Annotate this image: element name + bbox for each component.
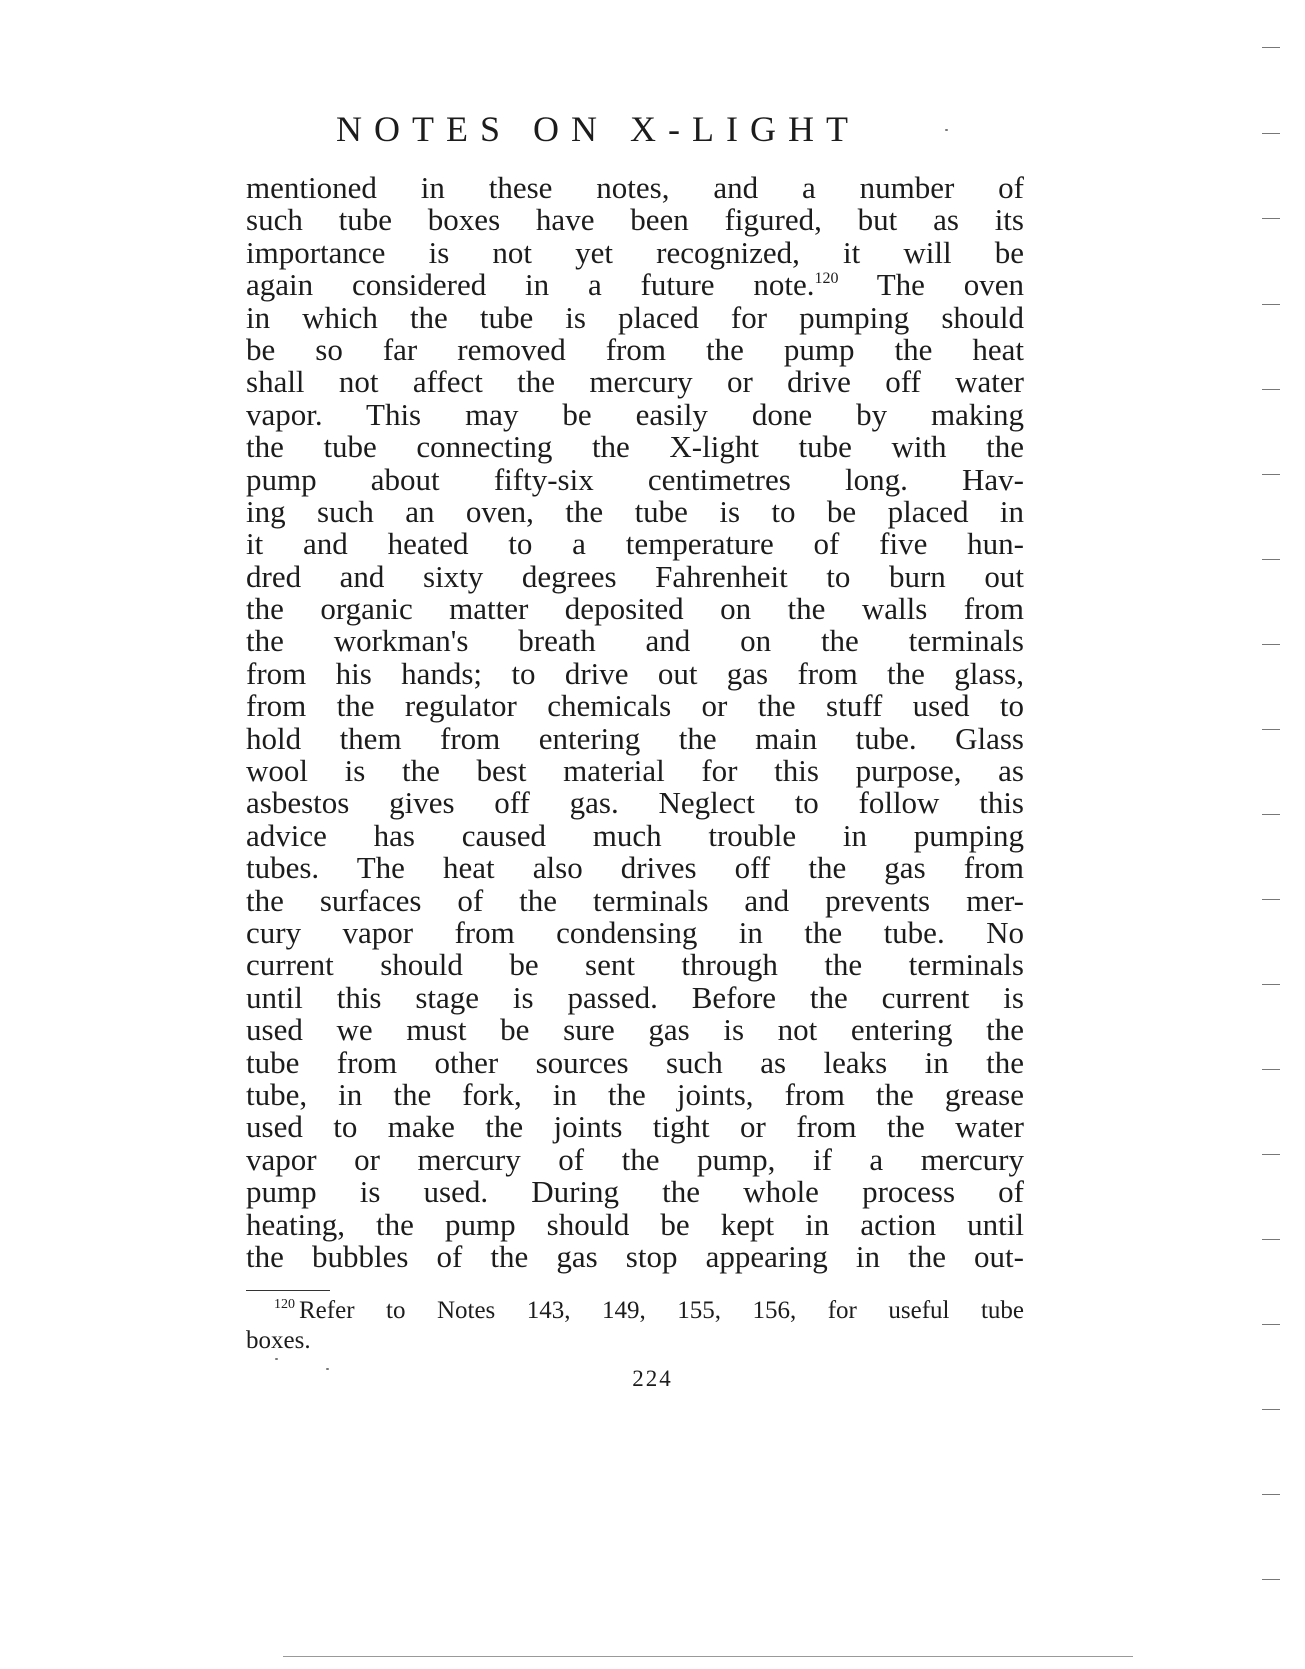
body-line: vapor. This may be easily done by making	[246, 396, 1024, 432]
scan-speck	[275, 1358, 278, 1360]
body-line: the tube connecting the X-light tube with the	[246, 429, 1024, 465]
body-line: the surfaces of the terminals and prevents mer-	[246, 882, 1024, 918]
scan-tick	[1262, 1409, 1280, 1410]
body-line: until this stage is passed. Before the current is	[246, 979, 1024, 1015]
body-line: be so far removed from the pump the heat	[246, 331, 1024, 367]
body-line: mentioned in these notes, and a number of	[246, 170, 1024, 205]
scan-tick	[1262, 1494, 1280, 1495]
scan-tick	[1262, 218, 1280, 219]
body-line: in which the tube is placed for pumping should	[246, 299, 1024, 335]
body-line: used to make the joints tight or from the water	[246, 1109, 1024, 1145]
body-line-tail: The oven	[876, 267, 1024, 303]
body-line: ing such an oven, the tube is to be placed in	[246, 493, 1024, 529]
body-line: dred and sixty degrees Fahrenheit to burn out	[246, 558, 1024, 594]
scan-tick	[1262, 304, 1280, 305]
scan-tick	[1262, 1579, 1280, 1580]
page-number: 224	[632, 1366, 673, 1391]
body-line: wool is the best material for this purpose, as	[246, 753, 1024, 789]
body-line: current should be sent through the terminals	[246, 947, 1024, 983]
body-line: shall not affect the mercury or drive off water	[246, 364, 1024, 400]
scan-tick	[1262, 474, 1280, 475]
footnote	[246, 1296, 1024, 1356]
scan-tick	[1262, 899, 1280, 900]
body-line: such tube boxes have been figured, but as its	[246, 202, 1024, 238]
note-ref-marker: 120	[814, 270, 839, 288]
footnote-marker: 120	[274, 1297, 295, 1312]
body-line-text: again considered in a future note.	[246, 267, 815, 303]
body-line: cury vapor from condensing in the tube. No	[246, 914, 1024, 950]
scan-margin-ticks	[1262, 0, 1284, 1669]
body-line: tubes. The heat also drives off the gas from	[246, 850, 1024, 886]
body-line: importance is not yet recognized, it will be	[246, 234, 1024, 270]
body-line: from his hands; to drive out gas from the glass,	[246, 655, 1024, 691]
body-line: advice has caused much trouble in pumping	[246, 817, 1024, 853]
footnote-rule	[246, 1290, 330, 1291]
scan-speck	[945, 129, 948, 131]
scan-tick	[1262, 644, 1280, 645]
body-line: tube, in the fork, in the joints, from the grease	[246, 1076, 1024, 1112]
scan-tick	[1262, 133, 1280, 134]
body-line: the bubbles of the gas stop appearing in the out-	[246, 1238, 1024, 1274]
body-line: pump about fifty-six centimetres long. Hav-	[246, 461, 1024, 497]
scan-tick	[1262, 984, 1280, 985]
body-line: asbestos gives off gas. Neglect to follow this	[246, 785, 1024, 821]
body-line: it and heated to a temperature of five hun-	[246, 526, 1024, 562]
footnote-text: Refer to Notes 143, 149, 155, 156, for useful tube	[299, 1297, 1024, 1324]
footnote-line	[246, 1296, 1024, 1326]
body-text	[246, 172, 1024, 1273]
body-line: from the regulator chemicals or the stuff used to	[246, 688, 1024, 724]
scan-tick	[1262, 1154, 1280, 1155]
scan-tick	[1262, 1324, 1280, 1325]
scan-speck	[326, 1368, 329, 1370]
scan-bottom-edge	[283, 1656, 1133, 1657]
body-line: used we must be sure gas is not entering the	[246, 1012, 1024, 1048]
running-head: NOTES ON X-LIGHT	[336, 109, 860, 149]
body-line-with-note-ref	[246, 269, 1024, 301]
body-line: hold them from entering the main tube. Glass	[246, 720, 1024, 756]
body-line: vapor or mercury of the pump, if a mercury	[246, 1141, 1024, 1177]
scan-tick	[1262, 559, 1280, 560]
scan-tick	[1262, 389, 1280, 390]
scan-tick	[1262, 1069, 1280, 1070]
scan-tick	[1262, 1239, 1280, 1240]
body-line: the organic matter deposited on the walls from	[246, 591, 1024, 627]
body-line: tube from other sources such as leaks in the	[246, 1044, 1024, 1080]
scan-tick	[1262, 47, 1280, 48]
body-line: the workman's breath and on the terminals	[246, 623, 1024, 659]
scan-tick	[1262, 814, 1280, 815]
body-line: heating, the pump should be kept in action until	[246, 1206, 1024, 1242]
footnote-line: boxes.	[246, 1327, 311, 1354]
scan-tick	[1262, 729, 1280, 730]
body-line: pump is used. During the whole process of	[246, 1174, 1024, 1210]
